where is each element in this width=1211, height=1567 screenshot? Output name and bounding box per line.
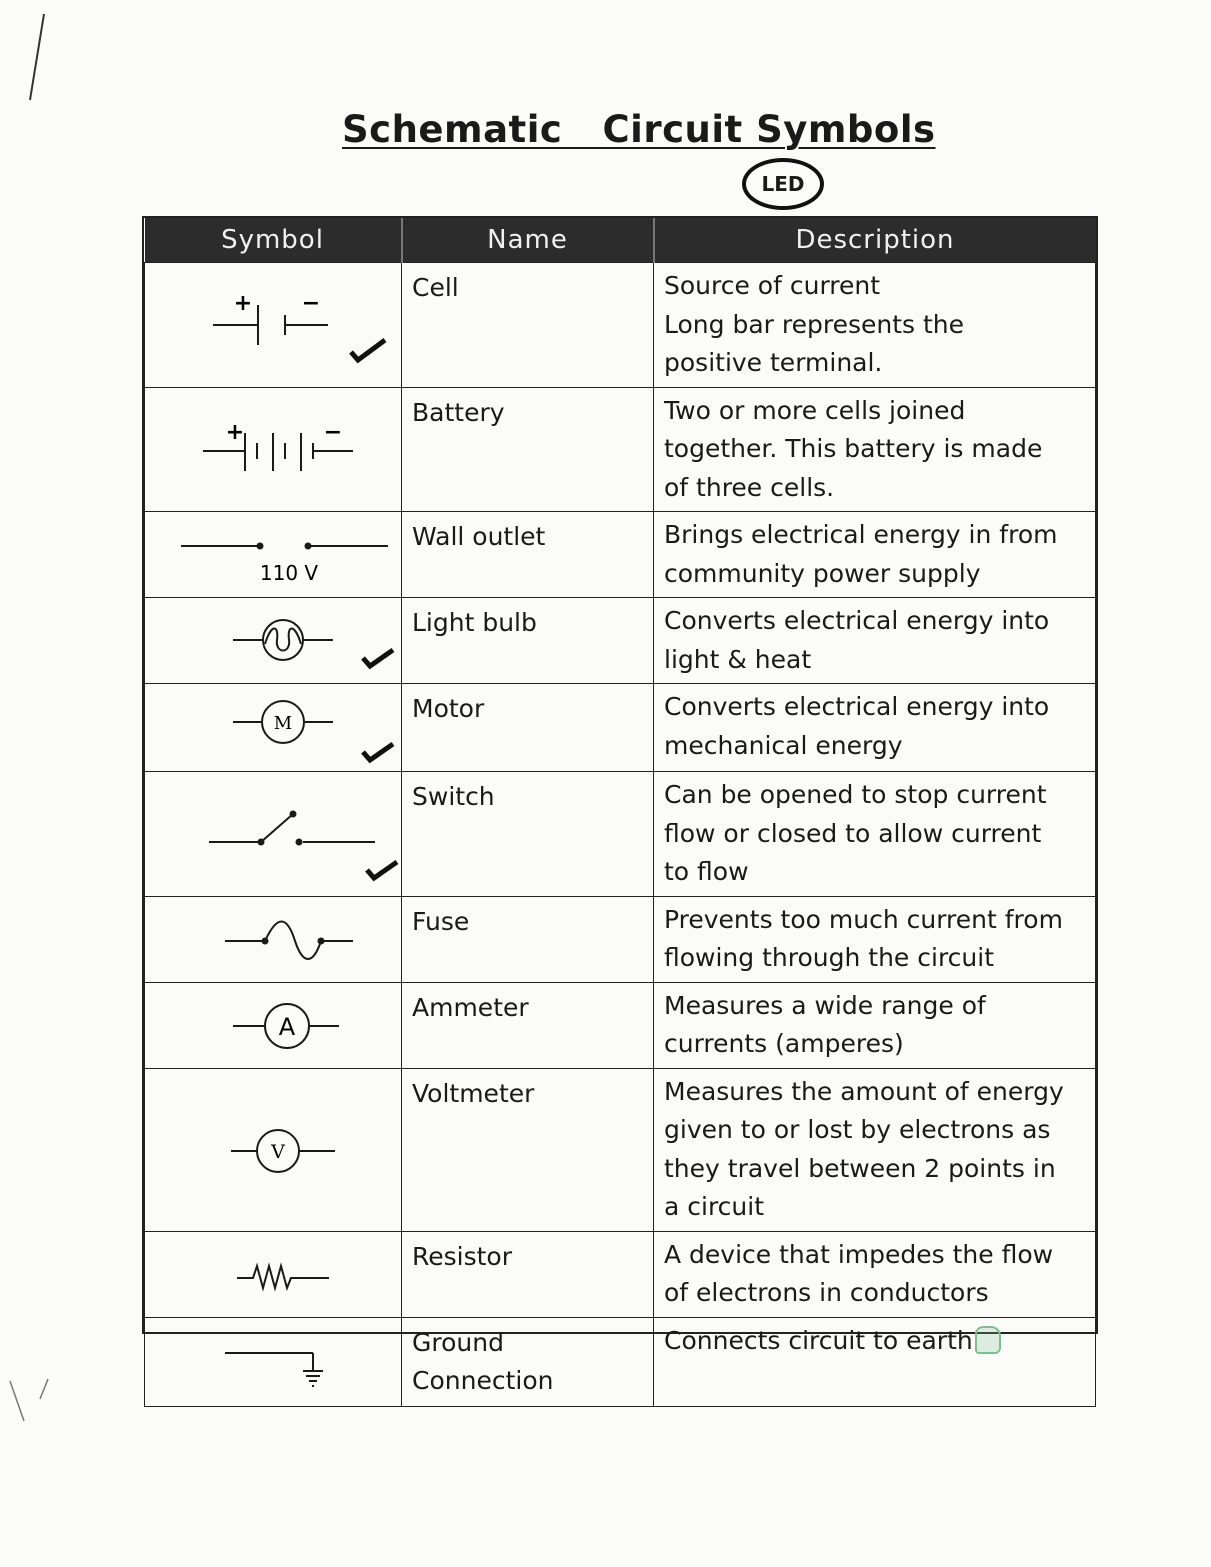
plus-sign: + — [225, 420, 245, 446]
check-mark-icon — [363, 744, 393, 760]
switch-symbol — [145, 772, 402, 897]
scan-mark — [20, 10, 50, 110]
ground-symbol — [145, 1317, 402, 1406]
table-row — [145, 982, 1096, 1068]
resistor-symbol — [145, 1231, 402, 1317]
table-row — [145, 512, 1096, 598]
table-row — [145, 1068, 1096, 1231]
cell-symbol — [145, 263, 402, 388]
ammeter-symbol — [145, 982, 402, 1068]
description-cell: Measures a wide range of currents (amperes) — [654, 982, 1096, 1068]
check-mark-icon — [363, 650, 393, 666]
table-row — [145, 263, 1096, 388]
name-cell: Resistor — [402, 1231, 654, 1317]
description-cell: Converts electrical energy into mechanical energy — [654, 684, 1096, 772]
battery-symbol — [145, 387, 402, 512]
name-cell: Ammeter — [402, 982, 654, 1068]
table-row — [145, 598, 1096, 684]
name-cell: Wall outlet — [402, 512, 654, 598]
voltmeter-symbol — [145, 1068, 402, 1231]
name-cell — [402, 1317, 654, 1406]
table-header-row — [145, 218, 1096, 263]
voltage-label: 110 V — [259, 560, 319, 585]
light-bulb-symbol — [145, 598, 402, 684]
ammeter-label: A — [278, 1013, 296, 1041]
motor-label: M — [273, 712, 293, 734]
name-cell: Voltmeter — [402, 1068, 654, 1231]
symbols-table — [142, 216, 1098, 1395]
name-cell: Battery — [402, 387, 654, 512]
description-cell: A device that impedes the flow of electrons in conductors — [654, 1231, 1096, 1317]
highlight-mark-icon — [975, 1326, 1001, 1354]
wall-outlet-symbol — [145, 512, 402, 598]
name-cell: Switch — [402, 772, 654, 897]
table-row — [145, 896, 1096, 982]
table-row — [145, 1317, 1096, 1406]
name-cell: Light bulb — [402, 598, 654, 684]
minus-sign: − — [323, 420, 343, 446]
description-cell: Can be opened to stop current flow or closed to allow current to flow — [654, 772, 1096, 897]
ground-name: Ground Connection — [412, 1327, 554, 1395]
name-cell: Cell — [402, 263, 654, 388]
description-cell: Prevents too much current from flowing through the circuit — [654, 896, 1096, 982]
table-row — [145, 772, 1096, 897]
header-symbol: Symbol — [145, 218, 402, 263]
check-mark-icon — [367, 862, 397, 878]
minus-sign: − — [301, 290, 321, 316]
page-title: Schematic Circuit Symbols — [342, 108, 936, 151]
table-row — [145, 387, 1096, 512]
header-description: Description — [654, 218, 1096, 263]
motor-symbol — [145, 684, 402, 772]
voltmeter-label: V — [271, 1140, 285, 1163]
table-row — [145, 1231, 1096, 1317]
fuse-symbol — [145, 896, 402, 982]
led-badge: LED — [742, 158, 824, 210]
description-cell: Two or more cells joined together. This battery is made of three cells. — [654, 387, 1096, 512]
name-cell: Fuse — [402, 896, 654, 982]
description-cell: Converts electrical energy into light & heat — [654, 598, 1096, 684]
description-cell: Measures the amount of energy given to or lost by electrons as they travel between 2 points in a circuit — [654, 1068, 1096, 1231]
name-cell: Motor — [402, 684, 654, 772]
plus-sign: + — [233, 290, 253, 316]
scan-mark — [4, 1375, 54, 1435]
table-row — [145, 684, 1096, 772]
description-cell: Connects circuit to earth — [654, 1317, 1096, 1406]
description-cell: Brings electrical energy in from community power supply — [654, 512, 1096, 598]
header-name: Name — [402, 218, 654, 263]
description-cell: Source of current Long bar represents the positive terminal. — [654, 263, 1096, 388]
check-mark-icon — [351, 340, 385, 360]
